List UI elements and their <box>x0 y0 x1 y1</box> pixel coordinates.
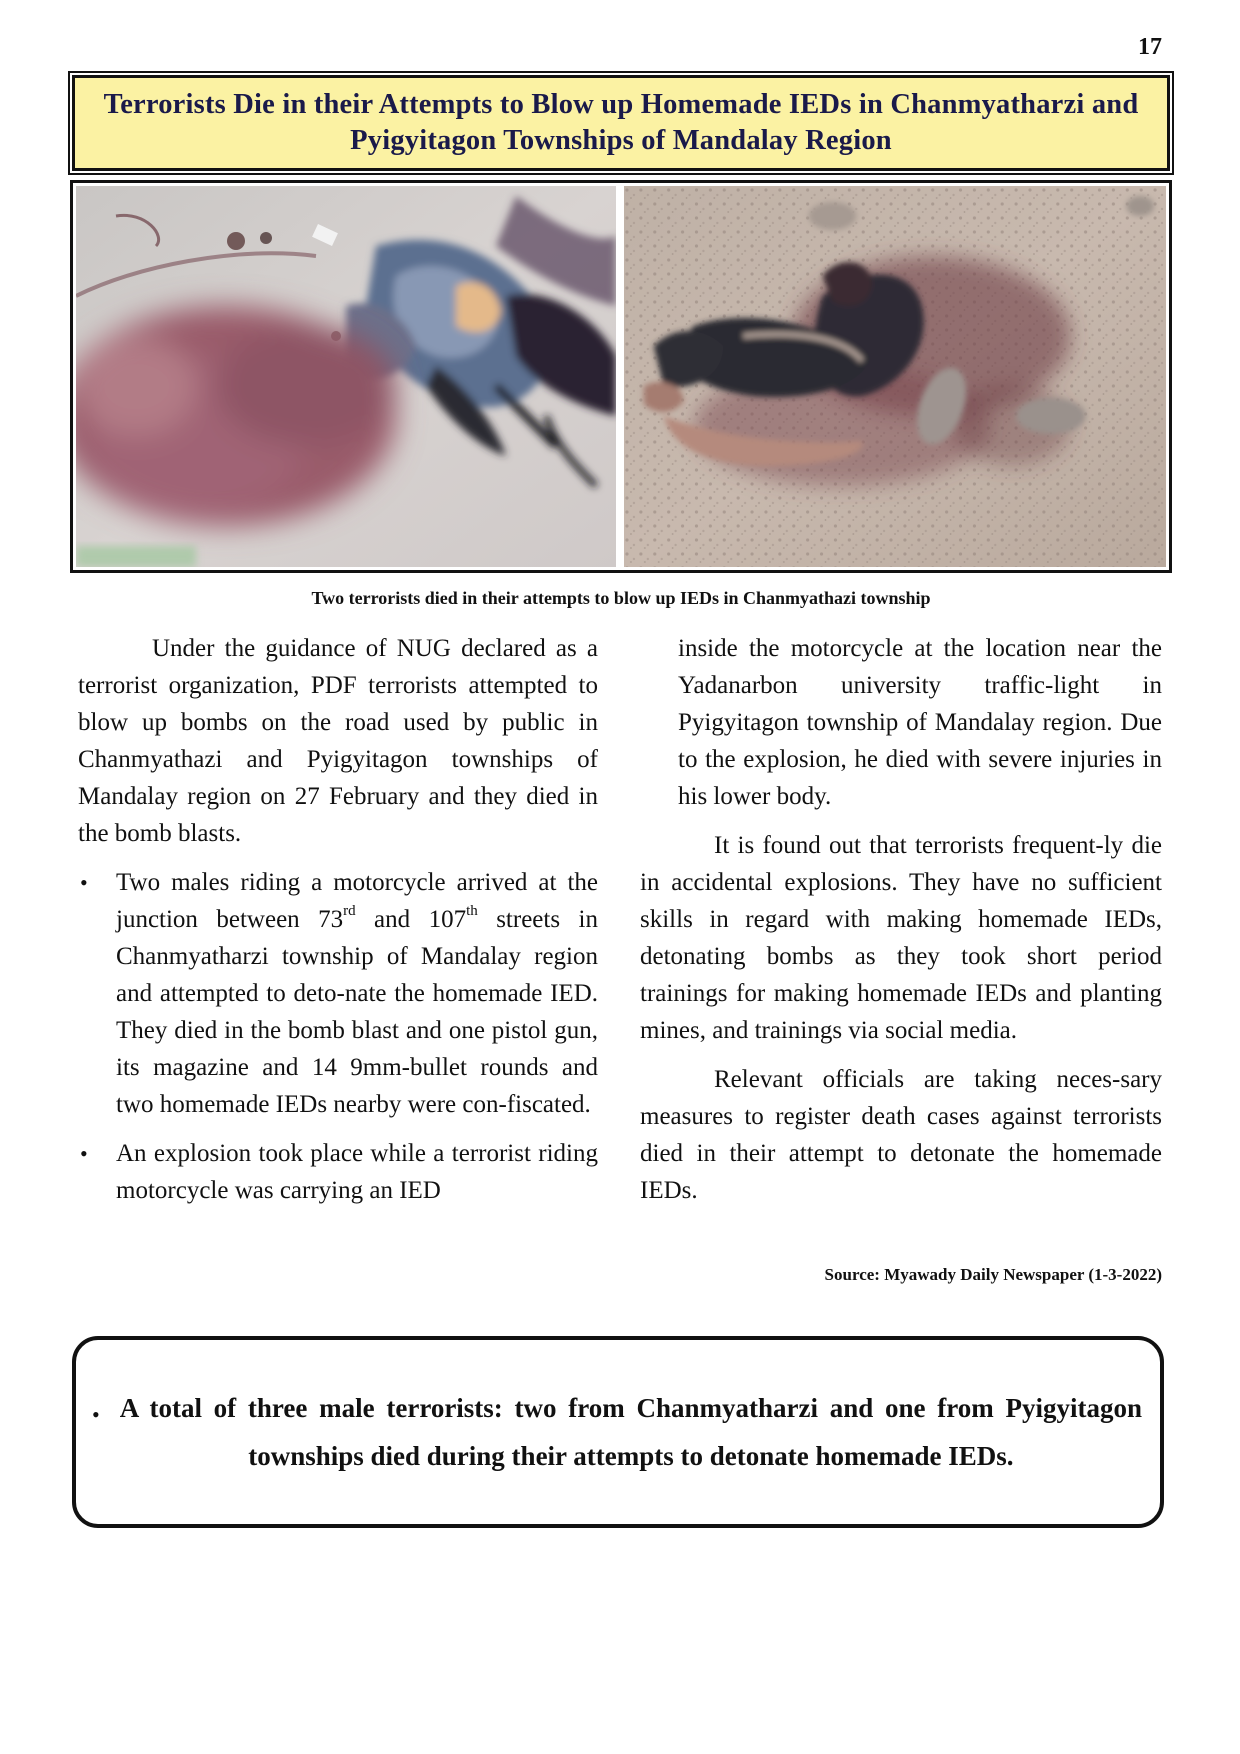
intro-paragraph: Under the guidance of NUG declared as a terrorist organization, PDF terrorists attempted to blow up bombs on the road used by public in Chanmyathazi and Pyigyitagon townships of Mandalay region on 27 February and they died in the bomb blasts. <box>78 635 598 847</box>
page-title: Terrorists Die in their Attempts to Blow up Homemade IEDs in Chanmyatharzi and Pyigyitagon Townships of Mandalay Region <box>103 89 1139 156</box>
summary-box <box>72 1336 1164 1528</box>
bullet-glyph: • <box>80 870 88 895</box>
photo-left-image <box>76 186 616 567</box>
source-credit: Source: Myawady Daily Newspaper (1-3-2022) <box>824 1265 1162 1284</box>
summary-bullet: • <box>92 1402 100 1427</box>
photo-caption: Two terrorists died in their attempts to blow up IEDs in Chanmyathazi township <box>311 588 931 608</box>
summary-text: A total of three male terrorists: two from Chanmyatharzi and one from Pyigyitagon townships died during their attempts to detonate homemade IEDs. <box>119 1393 1142 1471</box>
bullet-glyph: • <box>80 1141 88 1166</box>
incident-list <box>78 864 598 1209</box>
skills-paragraph: It is found out that terrorists frequent-ly die in accidental explosions. They have no sufficient skills in regard with making homemade IEDs, detonating bombs as they took short period trainings for making homemade IEDs and planting mines, and trainings via social media. <box>640 832 1162 1044</box>
bullet1-sup1: rd <box>343 903 356 919</box>
photo-left <box>76 186 616 567</box>
list-item <box>78 1135 598 1209</box>
bullet2-text-start: An explosion took place while a terrorist riding motorcycle was carrying an IED <box>116 1140 598 1204</box>
right-column <box>640 630 1162 1221</box>
title-box <box>72 75 1170 171</box>
bullet1-part1: Two males riding a motorcycle arrived at the junction between 73 <box>116 869 598 933</box>
photo-right <box>624 186 1166 567</box>
left-column <box>78 630 598 1221</box>
bullet1-sup2: th <box>466 903 478 919</box>
officials-paragraph: Relevant officials are taking neces-sary measures to register death cases against terrorists died in their attempt to detonate the homemade IEDs. <box>640 1066 1162 1204</box>
list-item <box>78 864 598 1123</box>
bullet1-text <box>116 869 598 1118</box>
photo-right-image <box>624 186 1166 567</box>
page-number: 17 <box>1138 34 1162 60</box>
photo-frame <box>70 180 1172 573</box>
bullet1-part2: and 107 <box>355 906 467 933</box>
bullet2-text-continued: inside the motorcycle at the location near the Yadanarbon university traffic-light in Pyigyitagon township of Mandalay region. Due to the explosion, he died with severe injuries in his lower body. <box>678 635 1162 810</box>
bullet1-part3: streets in Chanmyatharzi township of Mandalay region and attempted to deto-nate the homemade IED. They died in the bomb blast and one pistol gun, its magazine and 14 9mm-bullet rounds and two homemade IEDs nearby were con-fiscated. <box>116 906 598 1118</box>
